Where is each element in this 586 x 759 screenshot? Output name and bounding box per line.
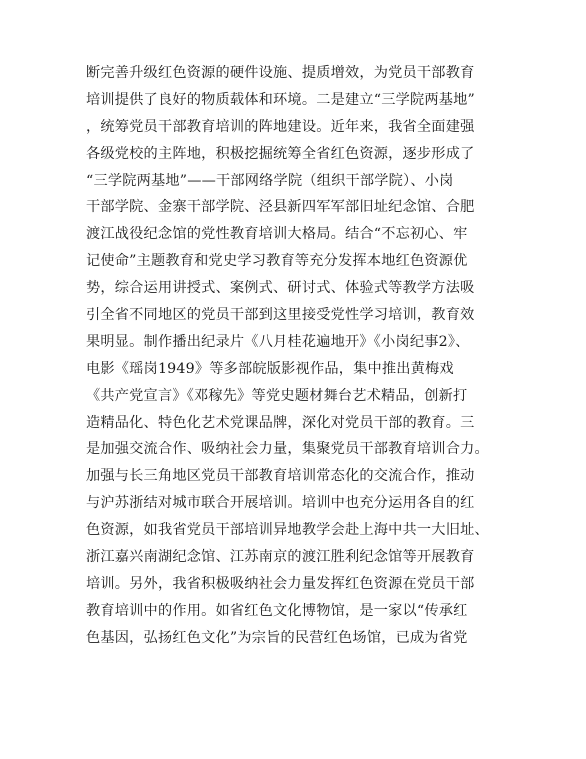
text-line: 教育培训中的作用。如省红色文化博物馆，是一家以“传承红	[86, 602, 468, 619]
text-line: 引全省不同地区的党员干部到这里接受党性学习培训，教育效	[86, 307, 475, 324]
text-line: 《共产党宣言》《邓稼先》等党史题材舞台艺术精品，创新打	[86, 387, 468, 404]
text-line: 培训。另外，我省积极吸纳社会力量发挥红色资源在党员干部	[86, 575, 475, 592]
text-line: 与沪苏浙结对城市联合开展培训。培训中也充分运用各自的红	[86, 495, 475, 512]
text-line: “三学院两基地”——干部网络学院（组织干部学院）、小岗	[86, 172, 454, 189]
text-line: 断完善升级红色资源的硬件设施、提质增效，为党员干部教育	[86, 65, 475, 81]
text-line: 记使命”主题教育和党史学习教育等充分发挥本地红色资源优	[86, 253, 468, 270]
text-line: 色基因，弘扬红色文化”为宗旨的民营红色场馆，已成为省党	[86, 629, 468, 646]
text-line: 电影《瑶岗1949》等多部皖版影视作品，集中推出黄梅戏	[86, 360, 454, 377]
text-line: 浙江嘉兴南湖纪念馆、江苏南京的渡江胜利纪念馆等开展教育	[86, 549, 475, 566]
text-line: ，统筹党员干部教育培训的阵地建设。近年来，我省全面建强	[86, 118, 475, 135]
text-line: 色资源，如我省党员干部培训异地教学会赴上海中共一大旧址、	[86, 522, 489, 539]
text-line: 干部学院、金寨干部学院、泾县新四军军部旧址纪念馆、合肥	[86, 199, 475, 216]
text-line: 是加强交流合作、吸纳社会力量，集聚党员干部教育培训合力。	[86, 441, 489, 458]
text-line: 加强与长三角地区党员干部教育培训常态化的交流合作，推动	[86, 468, 475, 485]
text-line: 果明显。制作播出纪录片《八月桂花遍地开》《小岗纪事2》、	[86, 333, 470, 350]
text-line: 渡江战役纪念馆的党性教育培训大格局。结合“不忘初心、牢	[86, 226, 468, 243]
text-line: 造精品化、特色化艺术党课品牌，深化对党员干部的教育。三	[86, 414, 475, 431]
text-line: 各级党校的主阵地，积极挖掘统筹全省红色资源，逐步形成了	[86, 145, 475, 162]
text-line: 势，综合运用讲授式、案例式、研讨式、体验式等教学方法吸	[86, 280, 475, 297]
text-line: 培训提供了良好的物质载体和环境。二是建立“三学院两基地”	[86, 91, 475, 108]
body-text	[86, 60, 516, 652]
